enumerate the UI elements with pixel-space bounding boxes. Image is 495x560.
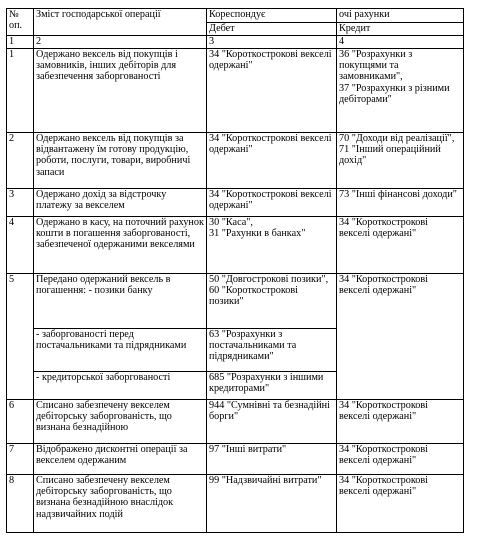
row-debit: 944 "Сумнівні та безнадійні борги" [207,400,337,444]
header-corresponding-right: очі рахунки [337,9,464,23]
table-row [7,444,464,475]
row-debit: 34 "Короткострокові векселі одержані" [207,133,337,189]
row-content: Списано забезпечену векселем дебіторську заборгованість, що визнана безнадійною внаслідок надзвичайних подій [34,475,207,533]
row-credit: 36 "Розрахунки з покупцями та замовниками", 37 "Розрахунки з різними дебіторами" [337,49,464,133]
row-debit: 30 "Каса", 31 "Рахунки в банках" [207,217,337,274]
colnum-1: 1 [7,36,34,49]
row-credit: 34 "Короткострокові векселі одержані" [337,475,464,533]
row-content: Одержано вексель від покупців і замовників, інших дебіторів для забезпечення заборгованості [34,49,207,133]
row-number: 7 [7,444,34,475]
row-credit: 34 "Короткострокові векселі одержані" [337,400,464,444]
row-number: 8 [7,475,34,533]
table-row [7,133,464,189]
header-op-number: № оп. [7,9,34,36]
row-credit: 34 "Короткострокові векселі одержані" [337,444,464,475]
row-credit: 34 "Короткострокові векселі одержані" [337,274,464,400]
header-credit: Кредит [337,23,464,36]
row-content: Одержано дохід за відстрочку платежу за векселем [34,189,207,217]
row-debit: 97 "Інші витрати" [207,444,337,475]
row-credit: 73 "Інші фінансові доходи" [337,189,464,217]
header-corresponding-left: Кореспондує [207,9,337,23]
row-debit: 34 "Короткострокові векселі одержані" [207,189,337,217]
row-debit: 63 "Розрахунки з постачальниками та підрядниками" [207,329,337,372]
row-content: Передано одержаний вексель в погашення: - позики банку [34,274,207,329]
row-number: 4 [7,217,34,274]
row-credit: 70 "Доходи від реалізації", 71 "Інший операційний дохід" [337,133,464,189]
row-content: - кредиторської заборгованості [34,372,207,400]
header-row [7,9,464,23]
row-debit: 50 "Довгострокові позики", 60 "Короткострокові позики" [207,274,337,329]
table-row [7,274,464,329]
colnum-2: 2 [34,36,207,49]
row-number: 2 [7,133,34,189]
row-content: Списано забезпечену векселем дебіторську заборгованість, що визнана безнадійною [34,400,207,444]
row-debit: 99 "Надзвичайні витрати" [207,475,337,533]
row-number: 1 [7,49,34,133]
row-content: - заборгованості перед постачальниками та підрядниками [34,329,207,372]
table-row [7,400,464,444]
row-number: 5 [7,274,34,400]
header-operation-content: Зміст господарської операції [34,9,207,36]
accounting-table [6,8,464,533]
table-row [7,475,464,533]
row-content: Одержано в касу, на поточний рахунок кошти в погашення заборгованості, забезпеченої одержаними векселями [34,217,207,274]
table-row [7,49,464,133]
row-debit: 685 "Розрахунки з іншими кредиторами" [207,372,337,400]
colnum-4: 4 [337,36,464,49]
column-number-row [7,36,464,49]
header-debit: Дебет [207,23,337,36]
row-number: 6 [7,400,34,444]
table-row [7,189,464,217]
table-row [7,217,464,274]
row-debit: 34 "Короткострокові векселі одержані" [207,49,337,133]
row-content: Одержано вексель від покупців за відвантажену їм готову продукцію, роботи, послуги, товари, виробничі запаси [34,133,207,189]
row-number: 3 [7,189,34,217]
row-content: Відображено дисконтні операції за векселем одержаним [34,444,207,475]
row-credit: 34 "Короткострокові векселі одержані" [337,217,464,274]
colnum-3: 3 [207,36,337,49]
